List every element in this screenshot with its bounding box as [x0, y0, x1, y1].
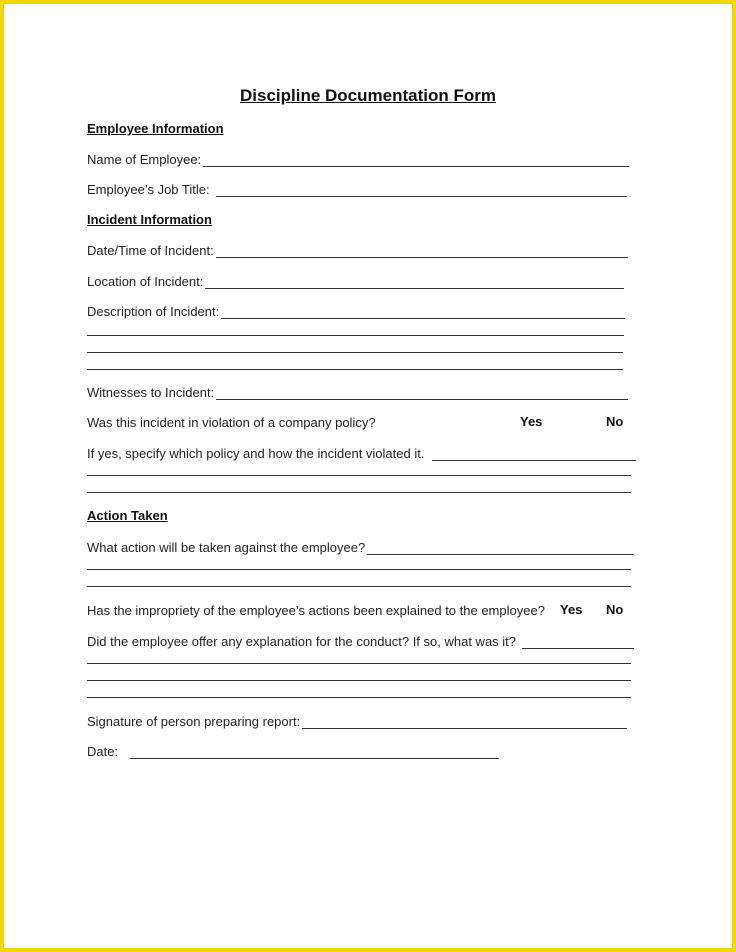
- location-field[interactable]: [87, 271, 624, 289]
- date-blank[interactable]: [130, 746, 499, 759]
- signature-field[interactable]: [87, 711, 627, 729]
- policy-specify-blank[interactable]: [432, 448, 636, 461]
- signature-label: Signature of person preparing report:: [87, 714, 301, 729]
- description-line[interactable]: [87, 369, 623, 370]
- location-label: Location of Incident:: [87, 274, 204, 289]
- policy-question-label: Was this incident in violation of a company policy?: [87, 415, 376, 430]
- description-line[interactable]: [87, 335, 624, 336]
- action-blank[interactable]: [367, 542, 634, 555]
- job-title-label: Employee’s Job Title:: [87, 182, 210, 197]
- impropriety-question-label: Has the impropriety of the employee’s actions been explained to the employee?: [87, 603, 545, 618]
- policy-specify-label: If yes, specify which policy and how the incident violated it.: [87, 446, 425, 461]
- form-page: [4, 4, 732, 948]
- policy-no-option[interactable]: No: [606, 414, 624, 429]
- policy-specify-field[interactable]: [87, 443, 636, 461]
- impropriety-yes-option[interactable]: Yes: [560, 602, 583, 617]
- action-line[interactable]: [87, 569, 631, 570]
- action-line[interactable]: [87, 586, 631, 587]
- action-label: What action will be taken against the employee?: [87, 540, 366, 555]
- policy-specify-line[interactable]: [87, 492, 631, 493]
- description-label: Description of Incident:: [87, 304, 220, 319]
- description-field[interactable]: [87, 301, 625, 319]
- date-time-blank[interactable]: [216, 245, 628, 258]
- job-title-field[interactable]: [87, 179, 627, 197]
- explanation-field[interactable]: [87, 631, 634, 649]
- impropriety-question: [87, 600, 557, 618]
- description-line[interactable]: [87, 352, 623, 353]
- date-time-label: Date/Time of Incident:: [87, 243, 214, 258]
- explanation-line[interactable]: [87, 680, 631, 681]
- explanation-line[interactable]: [87, 663, 631, 664]
- location-blank[interactable]: [205, 276, 624, 289]
- date-time-field[interactable]: [87, 240, 628, 258]
- employee-name-label: Name of Employee:: [87, 152, 202, 167]
- date-label: Date:: [87, 744, 119, 759]
- employee-name-field[interactable]: [87, 149, 629, 167]
- date-field[interactable]: [87, 741, 499, 759]
- description-blank[interactable]: [221, 306, 625, 319]
- section-heading-employee-information: Employee Information: [87, 121, 224, 136]
- policy-question: [87, 412, 507, 430]
- explanation-blank[interactable]: [522, 636, 634, 649]
- impropriety-no-option[interactable]: No: [606, 602, 624, 617]
- signature-blank[interactable]: [302, 716, 627, 729]
- policy-yes-option[interactable]: Yes: [520, 414, 543, 429]
- witnesses-field[interactable]: [87, 382, 628, 400]
- section-heading-action-taken: Action Taken: [87, 508, 168, 523]
- witnesses-blank[interactable]: [216, 387, 628, 400]
- section-heading-incident-information: Incident Information: [87, 212, 212, 227]
- explanation-label: Did the employee offer any explanation for the conduct? If so, what was it?: [87, 634, 517, 649]
- page-title: Discipline Documentation Form: [240, 86, 496, 105]
- action-field[interactable]: [87, 537, 634, 555]
- job-title-blank[interactable]: [216, 184, 627, 197]
- policy-specify-line[interactable]: [87, 475, 631, 476]
- witnesses-label: Witnesses to Incident:: [87, 385, 215, 400]
- explanation-line[interactable]: [87, 697, 631, 698]
- employee-name-blank[interactable]: [203, 154, 629, 167]
